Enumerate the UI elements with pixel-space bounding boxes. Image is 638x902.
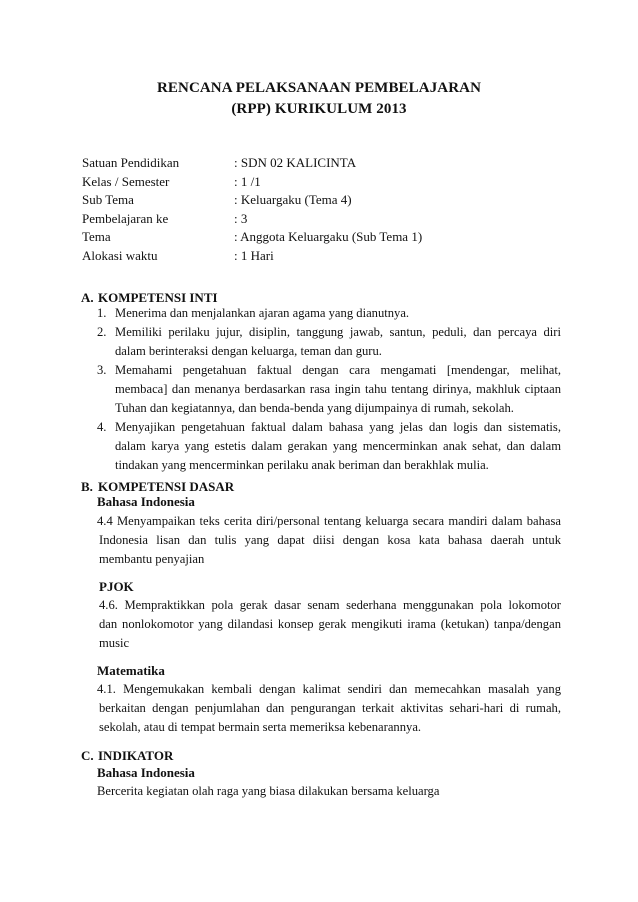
list-line: tindakan yang mencerminkan perilaku anak beriman dan berakhlak mulia. [115,458,489,472]
section-title: KOMPETENSI DASAR [98,479,235,494]
info-label: Satuan Pendidikan [82,155,180,170]
subject-heading-pjok: PJOK [99,579,134,594]
list-number: 4. [97,420,107,434]
list-line: Memiliki perilaku jujur, disiplin, tanggung jawab, santun, peduli, dan percaya diri [115,325,561,339]
paragraph-line: 4.1. Mengemukakan kembali dengan kalimat sendiri dan memecahkan masalah yang [97,682,561,696]
section-heading [81,748,173,764]
document-title: RENCANA PELAKSANAAN PEMBELAJARAN [156,80,482,96]
section-heading [81,479,234,495]
section-letter: C. [81,748,94,763]
subject-heading-matematika: Matematika [97,663,165,678]
paragraph-line: membantu penyajian [99,552,205,566]
paragraph-line: Indonesia lisan dan tulis yang dapat diisi dengan kosa kata bahasa daerah untuk [99,533,561,547]
list-line: Memahami pengetahuan faktual dengan cara mengamati [mendengar, melihat, [115,363,561,377]
info-value: : 1 /1 [234,173,261,189]
paragraph-line: 4.6. Mempraktikkan pola gerak dasar senam sederhana menggunakan pola lokomotor [99,598,561,612]
paragraph-line: sekolah, atau di tempat bermain serta memeriksa kebenarannya. [99,720,422,734]
section-title: INDIKATOR [98,748,174,763]
list-number: 1. [97,306,107,320]
paragraph-line: music [99,636,130,650]
info-value: : 1 Hari [234,247,274,263]
section-letter: A. [81,290,94,305]
list-line: dalam karya yang estetis dalam gerakan yang mencerminkan anak sehat, dan dalam [115,439,561,453]
info-value: : Anggota Keluargaku (Sub Tema 1) [234,229,423,244]
info-label: Kelas / Semester [82,173,170,189]
info-label: Pembelajaran ke [82,210,169,226]
list-line: membaca] dan menanya berdasarkan rasa ingin tahu tentang dirinya, makhluk ciptaan [115,382,561,396]
info-value: : 3 [234,210,248,226]
document-subtitle: (RPP) KURIKULUM 2013 [231,101,407,117]
list-line: Menyajikan pengetahuan faktual dalam bahasa yang jelas dan logis dan sistematis, [115,420,561,434]
info-label: Alokasi waktu [82,247,158,263]
section-letter: B. [81,479,93,494]
info-label: Sub Tema [82,192,134,207]
list-line: Menerima dan menjalankan ajaran agama yang dianutnya. [115,306,410,320]
paragraph-line: dan nonlokomotor yang dilandasi konsep gerak mengikuti irama (ketukan) tanpa/dengan [99,617,561,631]
list-number: 2. [97,325,107,339]
subject-heading-bahasa: Bahasa Indonesia [97,494,195,509]
paragraph-line: 4.4 Menyampaikan teks cerita diri/personal tentang keluarga secara mandiri dalam bahasa [97,514,561,528]
paragraph-line: berkaitan dengan penjumlahan dan pengurangan terkait aktivitas sehari-hari di rumah, [99,701,561,715]
list-line: dalam berinteraksi dengan keluarga, teman dan guru. [115,344,382,358]
paragraph-line: Bercerita kegiatan olah raga yang biasa dilakukan bersama keluarga [97,784,440,798]
info-value: : SDN 02 KALICINTA [234,155,357,170]
info-label: Tema [82,229,111,244]
section-title: KOMPETENSI INTI [98,290,218,305]
info-value: : Keluargaku (Tema 4) [234,192,352,207]
subject-heading-bahasa: Bahasa Indonesia [97,765,195,780]
list-number: 3. [97,363,107,377]
list-line: Tuhan dan kegiatannya, dan benda-benda yang dijumpainya di rumah, sekolah. [115,401,514,415]
